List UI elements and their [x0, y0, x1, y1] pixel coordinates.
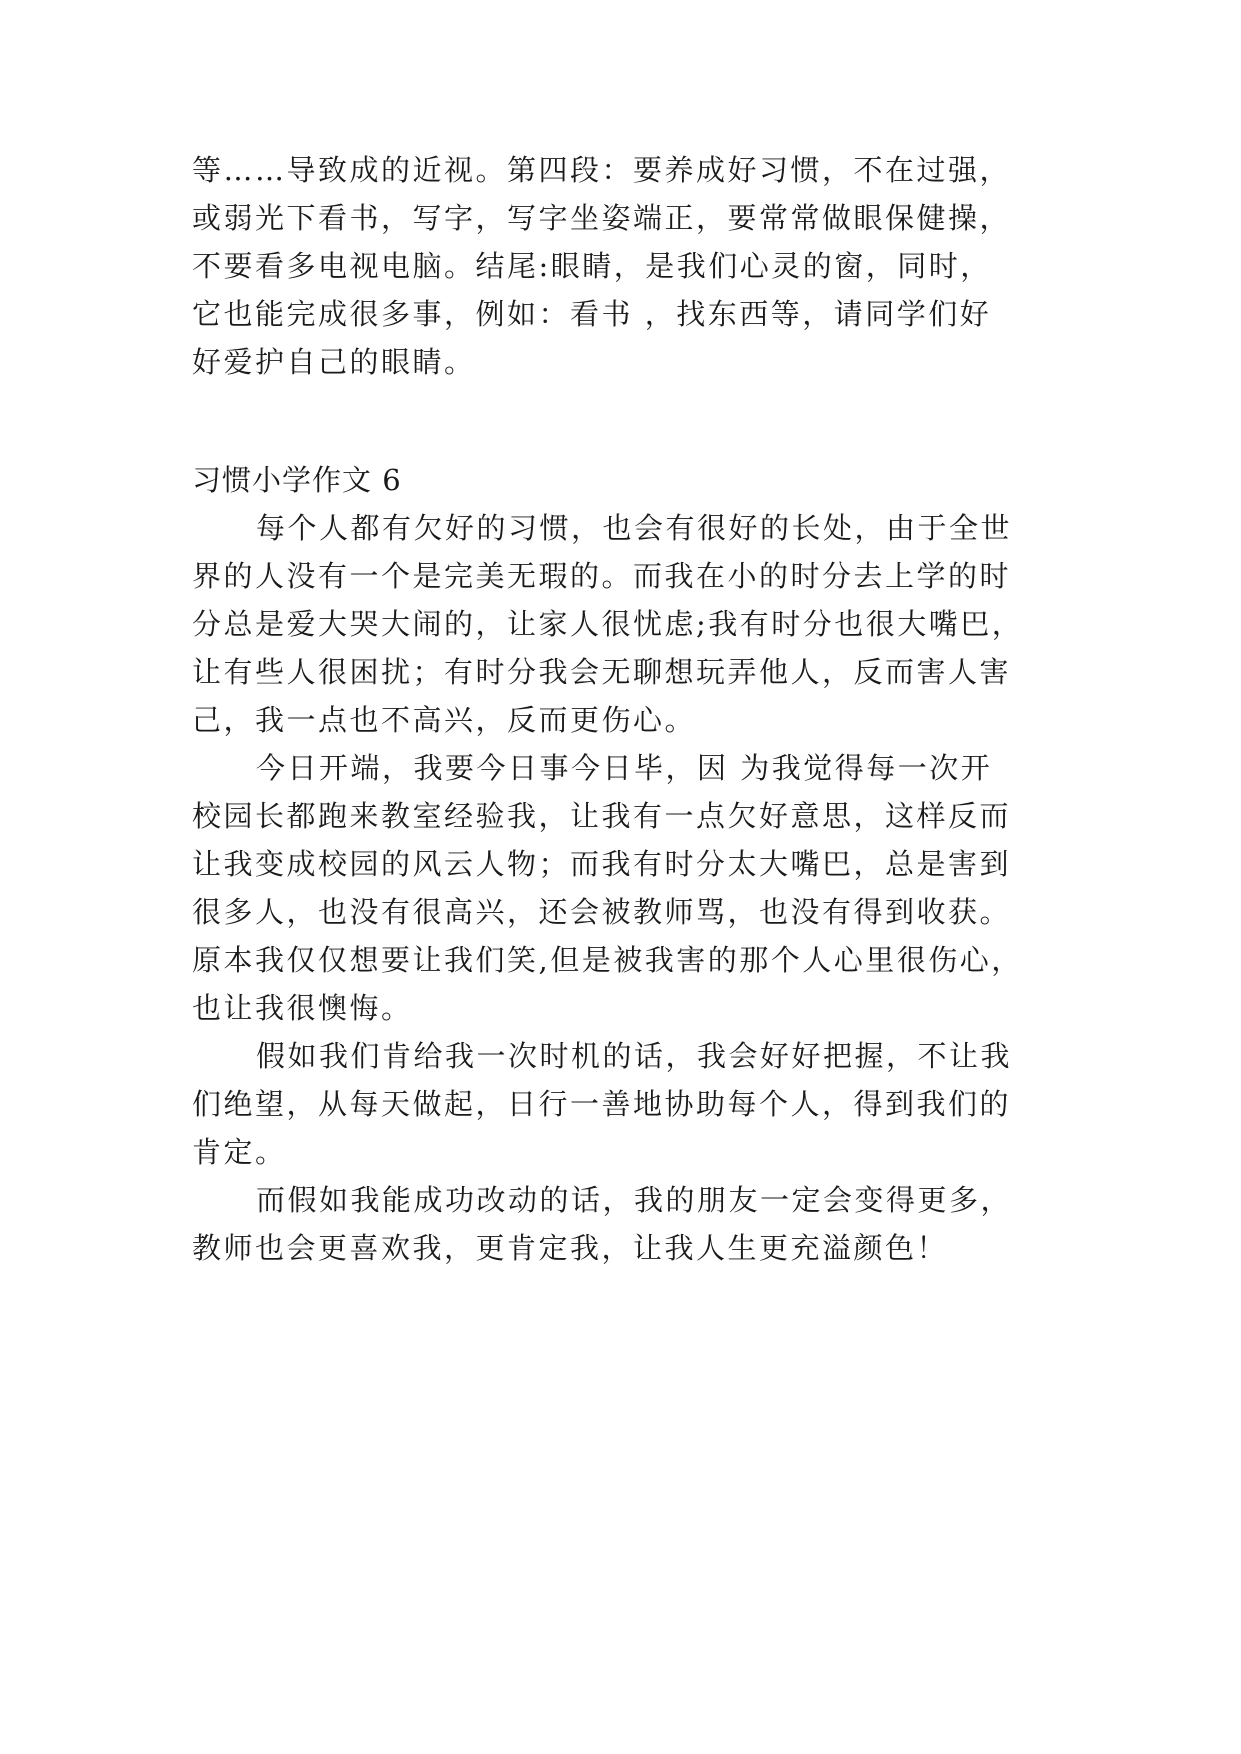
paragraph-line: 己，我一点也不高兴，反而更伤心。 — [192, 703, 697, 737]
paragraph-line: 肯定。 — [192, 1135, 287, 1169]
paragraph-line: 假如我们肯给我一次时机的话，我会好好把握，不让我 — [256, 1039, 1013, 1073]
paragraph-line: 很多人，也没有很高兴，还会被教师骂，也没有得到收获。 — [192, 895, 1012, 929]
paragraph-line: 界的人没有一个是完美无瑕的。而我在小的时分去上学的时 — [192, 559, 1012, 593]
intro-line: 它也能完成很多事，例如：看书 ，找东西等，请同学们好 — [192, 297, 992, 331]
paragraph-line: 们绝望，从每天做起，日行一善地协助每个人，得到我们的 — [192, 1087, 1012, 1121]
paragraph-line: 而假如我能成功改动的话，我的朋友一定会变得更多， — [256, 1183, 1013, 1217]
paragraph-line: 今日开端，我要今日事今日毕，因 为我觉得每一次开 — [256, 751, 993, 785]
intro-line: 不要看多电视电脑。结尾:眼睛，是我们心灵的窗，同时， — [192, 249, 992, 283]
intro-line: 等……导致成的近视。第四段：要养成好习惯，不在过强， — [192, 153, 1012, 187]
paragraph-line: 每个人都有欠好的习惯，也会有很好的长处，由于全世 — [256, 511, 1013, 545]
paragraph-line: 校园长都跑来教室经验我，让我有一点欠好意思，这样反而 — [192, 799, 1012, 833]
paragraph-line: 分总是爱大哭大闹的，让家人很忧虑;我有时分也很大嘴巴， — [192, 607, 1024, 641]
paragraph-line: 让我变成校园的风云人物；而我有时分太大嘴巴，总是害到 — [192, 847, 1012, 881]
paragraph-line: 让有些人很困扰；有时分我会无聊想玩弄他人，反而害人害 — [192, 655, 1012, 689]
paragraph-line: 原本我仅仅想要让我们笑,但是被我害的那个人心里很伤心， — [192, 943, 1023, 977]
paragraph-line: 也让我很懊悔。 — [192, 991, 413, 1025]
paragraph-line: 教师也会更喜欢我，更肯定我，让我人生更充溢颜色！ — [192, 1231, 949, 1265]
essay-heading: 习惯小学作文 6 — [192, 463, 402, 497]
intro-line: 好爱护自己的眼睛。 — [192, 345, 476, 379]
intro-line: 或弱光下看书，写字，写字坐姿端正，要常常做眼保健操， — [192, 201, 1012, 235]
